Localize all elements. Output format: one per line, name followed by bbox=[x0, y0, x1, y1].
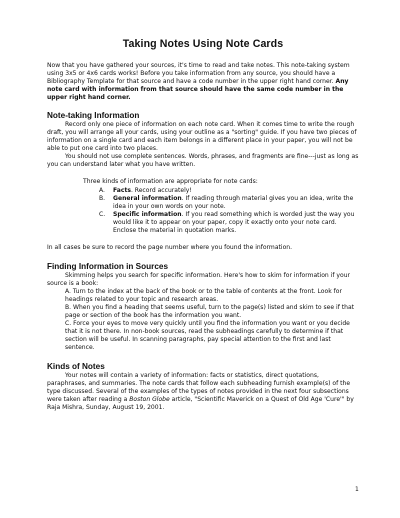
list-text: . If reading through material gives you an idea, write the idea in your own words on your note. bbox=[113, 195, 354, 210]
finding-paragraph: Skimming helps you search for specific information. Here's how to skim for information if your source is a book: bbox=[47, 272, 351, 287]
list-term: Facts bbox=[113, 187, 131, 194]
kinds-text-end: article, "Scientific Maverick on a Quest of Old Age 'Cure'" by Raja Mishra, Sunday, August 19, 2001. bbox=[47, 396, 354, 411]
page-number: 1 bbox=[355, 486, 359, 493]
list-item bbox=[99, 211, 359, 235]
note-taking-paragraph-2: You should not use complete sentences. Words, phrases, and fragments are fine---just as long as you can understand later what you have written. bbox=[47, 153, 359, 168]
intro-bold-text: Any note card with information from that source should have the same code number in the upper right hand corner. bbox=[47, 78, 349, 101]
skimming-step-a: A. Turn to the index at the back of the book or to the table of contents at the front. Look for headings related to your topic and research areas. bbox=[65, 288, 342, 303]
info-types-list bbox=[47, 187, 359, 235]
list-text: . If you read something which is worded just the way you would like it to appear on your paper, copy it exactly onto your note card. Enclose the material in quotation marks. bbox=[113, 211, 355, 234]
list-letter: A. bbox=[99, 187, 105, 194]
list-letter: B. bbox=[99, 195, 106, 202]
list-item bbox=[99, 187, 359, 195]
kinds-text-start: Your notes will contain a variety of information: facts or statistics, direct quotations, paraphrases, and summaries. The note cards that follow each subheading furnish example(s) of the type discussed. Several of the examples of the types of notes provided in the next four subsections were taken after reading a bbox=[47, 372, 351, 403]
intro-text: Now that you have gathered your sources, it's time to read and take notes. This note-taking system using 3x5 or 4x6 cards works! Before you take information from any source, you should have a Bibliography Template for that source and have a code number in the upper right hand corner. bbox=[47, 62, 350, 85]
list-item bbox=[99, 195, 359, 211]
list-text: . Record accurately! bbox=[130, 187, 192, 194]
section-heading-note-taking: Note-taking Information bbox=[47, 111, 140, 120]
list-term: General information bbox=[113, 195, 182, 202]
page-number-reminder: In all cases be sure to record the page number where you found the information. bbox=[47, 244, 293, 251]
kinds-of-notes-paragraph bbox=[47, 372, 359, 412]
newspaper-title: Boston Globe bbox=[129, 396, 170, 403]
skimming-step-c: C. Force your eyes to move very quickly until you find the information you want or you decide that it is not there. In non-book sources, read the subheadings carefully to determine if that section will be useful. In scanning paragraphs, pay special attention to the first and last sentence. bbox=[65, 320, 350, 351]
intro-paragraph bbox=[47, 62, 359, 102]
list-intro: Three kinds of information are appropriate for note cards: bbox=[83, 178, 258, 185]
list-term: Specific information bbox=[113, 211, 182, 218]
page-title: Taking Notes Using Note Cards bbox=[122, 38, 284, 50]
list-letter: C. bbox=[99, 211, 106, 218]
page-content bbox=[47, 38, 359, 412]
skimming-steps bbox=[47, 288, 359, 352]
note-taking-paragraph-1: Record only one piece of information on each note card. When it comes time to write the rough draft, you will arrange all your cards, using your outline as a "sorting" guide. If you have two pieces of information on a single card and each item belongs in a different place in your paper, you will not be able to put one card into two places. bbox=[47, 121, 357, 152]
section-heading-finding-information: Finding Information in Sources bbox=[47, 262, 168, 271]
section-heading-kinds-of-notes: Kinds of Notes bbox=[47, 362, 105, 371]
skimming-step-b: B. When you find a heading that seems useful, turn to the page(s) listed and skim to see if that page or section of the book has the information you want. bbox=[65, 304, 355, 319]
